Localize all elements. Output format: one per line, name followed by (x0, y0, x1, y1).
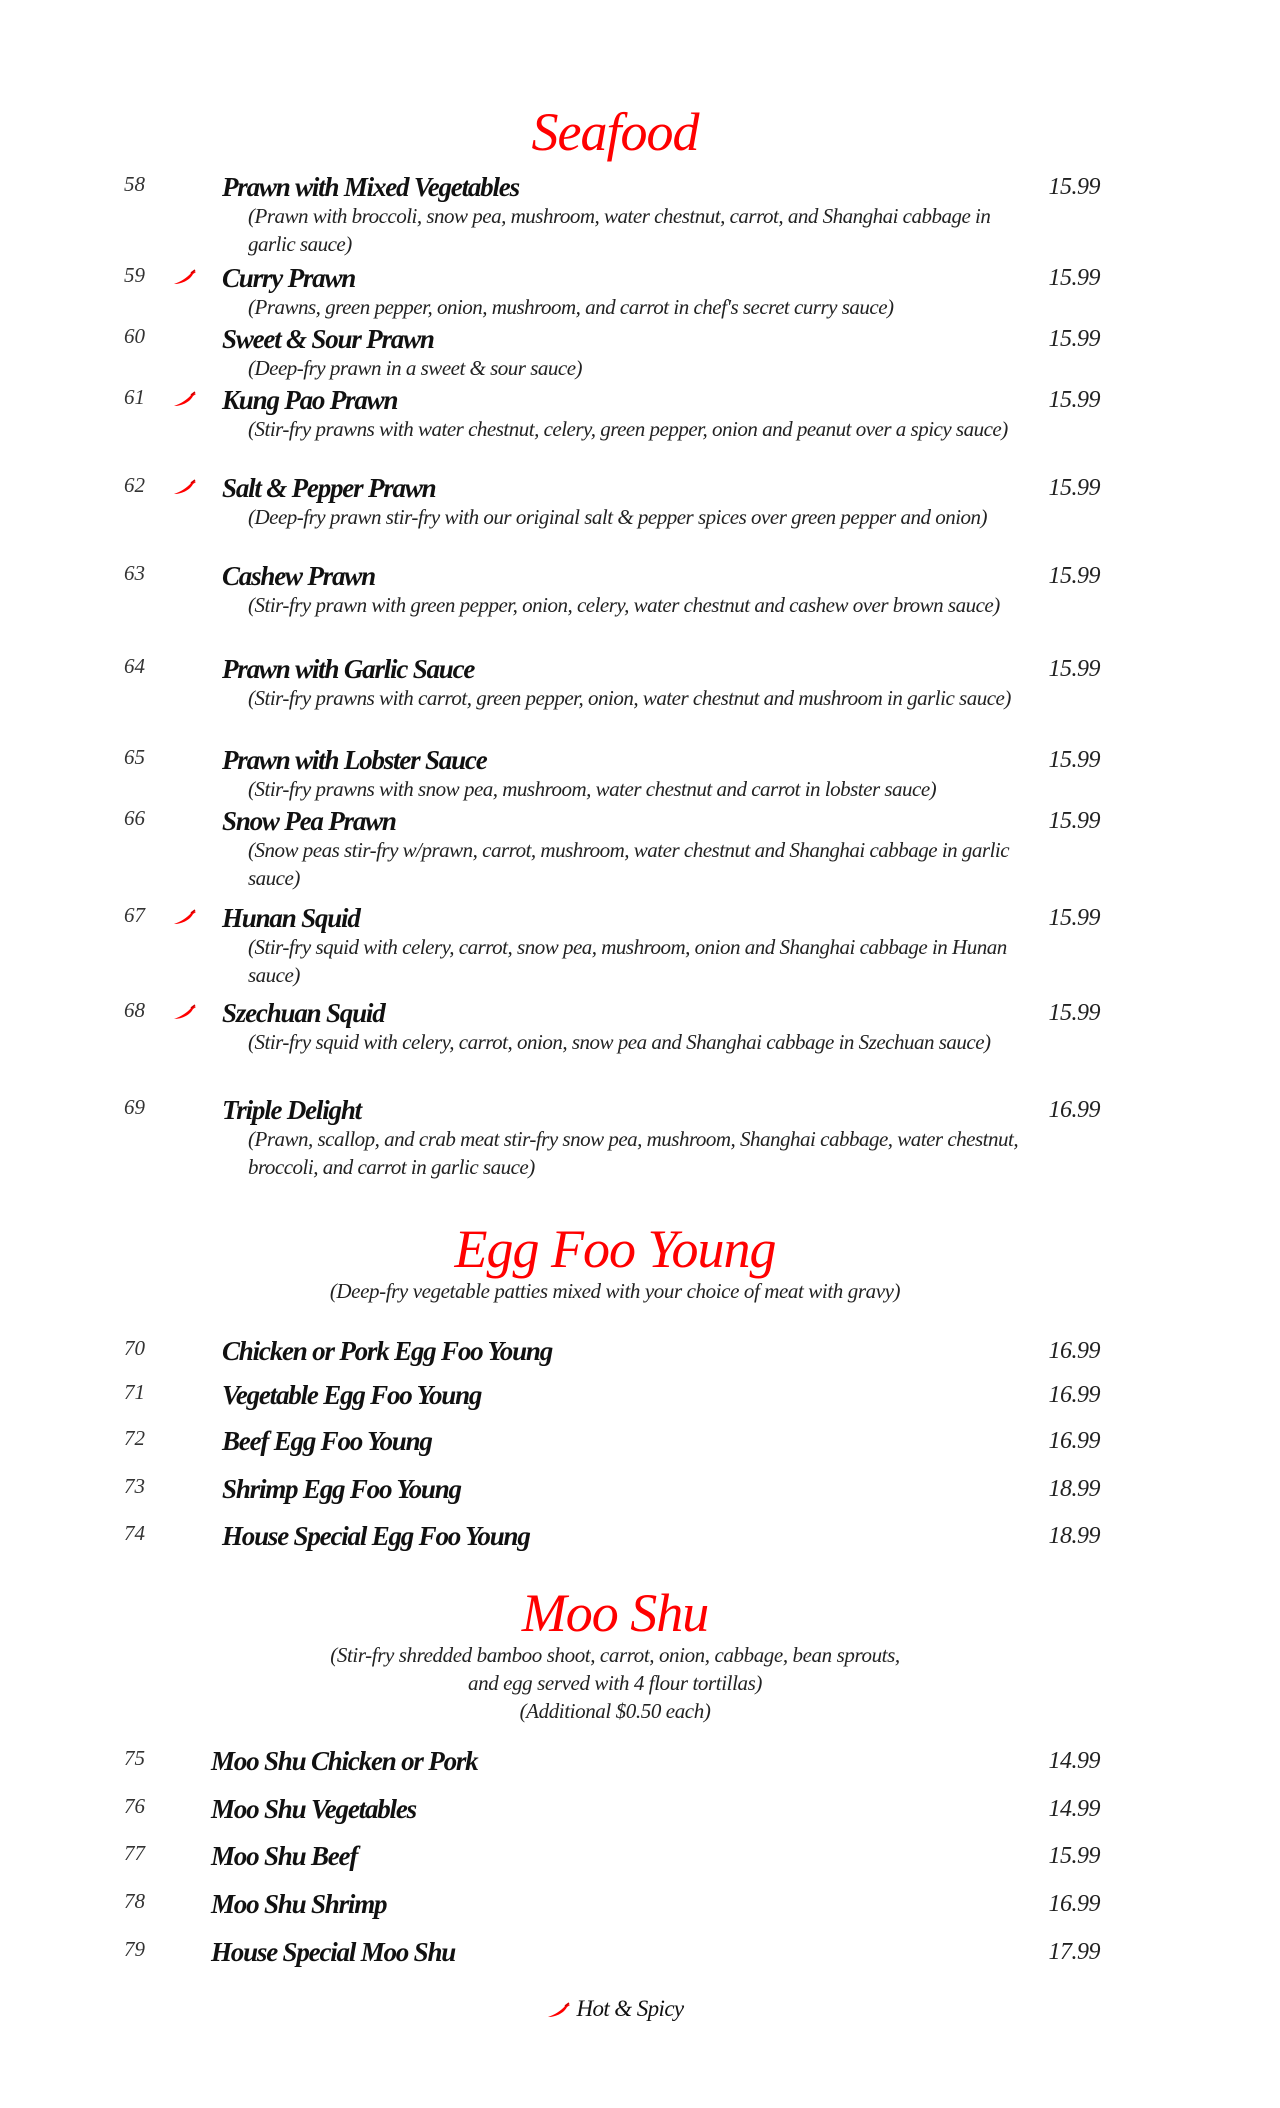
item-price: 15.99 (1048, 563, 1100, 589)
item-price: 16.99 (1048, 1338, 1100, 1364)
legend-label: Hot & Spicy (576, 1996, 684, 2021)
item-name: Hunan Squid (222, 903, 360, 933)
item-name: Kung Pao Prawn (222, 385, 398, 415)
item-price: 17.99 (1048, 1939, 1100, 1965)
item-number: 66 (124, 806, 145, 830)
item-number: 68 (124, 998, 145, 1022)
item-description: (Prawns, green pepper, onion, mushroom, and carrot in chef's secret curry sauce) (248, 295, 894, 319)
item-price: 16.99 (1048, 1428, 1100, 1454)
item-number: 75 (124, 1746, 145, 1770)
section-subtitle: (Stir-fry shredded bamboo shoot, carrot, onion, cabbage, bean sprouts, (330, 1643, 900, 1667)
item-description: (Prawn with broccoli, snow pea, mushroom, water chestnut, carrot, and Shanghai cabbage in garlic sauce) (248, 204, 991, 256)
item-price: 16.99 (1048, 1097, 1100, 1123)
item-number: 79 (124, 1937, 145, 1961)
item-price: 16.99 (1048, 1891, 1100, 1917)
item-name: Prawn with Mixed Vegetables (222, 172, 519, 202)
item-description: (Stir-fry prawns with carrot, green pepper, onion, water chestnut and mushroom in garlic sauce) (248, 686, 1011, 710)
item-price: 16.99 (1048, 1382, 1100, 1408)
item-name: Cashew Prawn (222, 561, 375, 591)
item-name: Szechuan Squid (222, 998, 385, 1028)
item-name: Chicken or Pork Egg Foo Young (222, 1336, 553, 1366)
chili-pepper-icon (172, 909, 198, 925)
item-number: 65 (124, 745, 145, 769)
section-subtitle: (Deep-fry vegetable patties mixed with your choice of meat with gravy) (329, 1279, 901, 1303)
item-number: 60 (124, 324, 145, 348)
item-price: 15.99 (1048, 1000, 1100, 1026)
item-price: 15.99 (1048, 808, 1100, 834)
item-description: (Stir-fry prawn with green pepper, onion, celery, water chestnut and cashew over brown sauce) (248, 593, 1000, 617)
item-number: 78 (124, 1889, 145, 1913)
item-name: Shrimp Egg Foo Young (222, 1474, 461, 1504)
item-number: 69 (124, 1095, 145, 1119)
item-name: Moo Shu Chicken or Pork (211, 1746, 478, 1776)
item-description: (Stir-fry prawns with water chestnut, celery, green pepper, onion and peanut over a spicy sauce) (248, 417, 1008, 441)
item-description: (Stir-fry squid with celery, carrot, snow pea, mushroom, onion and Shanghai cabbage in Hunan sauce) (248, 935, 1007, 987)
item-number: 70 (124, 1336, 145, 1360)
item-price: 15.99 (1048, 174, 1100, 200)
item-number: 76 (124, 1794, 145, 1818)
item-price: 14.99 (1048, 1796, 1100, 1822)
section-title: Moo Shu (521, 1583, 709, 1643)
item-name: Triple Delight (222, 1095, 361, 1125)
item-name: Moo Shu Shrimp (211, 1889, 387, 1919)
item-number: 67 (124, 903, 145, 927)
item-name: Snow Pea Prawn (222, 806, 396, 836)
item-name: Beef Egg Foo Young (222, 1426, 432, 1456)
item-name: Salt & Pepper Prawn (222, 473, 436, 503)
item-price: 15.99 (1048, 265, 1100, 291)
chili-pepper-icon (546, 1996, 576, 2021)
item-name: House Special Egg Foo Young (222, 1521, 530, 1551)
item-description: (Stir-fry squid with celery, carrot, onion, snow pea and Shanghai cabbage in Szechuan sauce) (248, 1030, 991, 1054)
item-price: 15.99 (1048, 387, 1100, 413)
chili-pepper-icon (172, 1004, 198, 1020)
item-name: Sweet & Sour Prawn (222, 324, 434, 354)
item-name: House Special Moo Shu (211, 1937, 456, 1967)
item-name: Moo Shu Beef (211, 1841, 358, 1871)
section-title: Seafood (531, 102, 699, 162)
section-title: Egg Foo Young (454, 1219, 776, 1279)
item-price: 18.99 (1048, 1523, 1100, 1549)
section-subtitle: and egg served with 4 flour tortillas) (468, 1671, 762, 1695)
item-name: Vegetable Egg Foo Young (222, 1380, 482, 1410)
item-description: (Snow peas stir-fry w/prawn, carrot, mushroom, water chestnut and Shanghai cabbage in garlic sauce) (248, 838, 1010, 890)
item-number: 71 (124, 1380, 145, 1404)
item-number: 73 (124, 1474, 145, 1498)
chili-pepper-icon (172, 269, 198, 285)
item-name: Moo Shu Vegetables (211, 1794, 416, 1824)
item-description: (Deep-fry prawn in a sweet & sour sauce) (248, 356, 583, 380)
item-number: 77 (124, 1841, 145, 1865)
item-number: 61 (124, 385, 145, 409)
item-description: (Prawn, scallop, and crab meat stir-fry snow pea, mushroom, Shanghai cabbage, water chestnut, broccoli, and carrot in garlic sauce) (248, 1127, 1019, 1179)
chili-pepper-icon (172, 479, 198, 495)
item-price: 15.99 (1048, 326, 1100, 352)
item-number: 63 (124, 561, 145, 585)
legend (0, 1996, 1230, 2022)
item-price: 14.99 (1048, 1748, 1100, 1774)
item-name: Prawn with Garlic Sauce (222, 654, 475, 684)
item-number: 62 (124, 473, 145, 497)
item-number: 64 (124, 654, 145, 678)
item-number: 72 (124, 1426, 145, 1450)
item-number: 59 (124, 263, 145, 287)
item-price: 15.99 (1048, 656, 1100, 682)
chili-pepper-icon (172, 391, 198, 407)
item-number: 58 (124, 172, 145, 196)
item-price: 18.99 (1048, 1476, 1100, 1502)
item-price: 15.99 (1048, 475, 1100, 501)
item-description: (Stir-fry prawns with snow pea, mushroom, water chestnut and carrot in lobster sauce) (248, 777, 937, 801)
item-name: Curry Prawn (222, 263, 356, 293)
section-subtitle: (Additional $0.50 each) (519, 1699, 711, 1723)
item-price: 15.99 (1048, 1843, 1100, 1869)
item-name: Prawn with Lobster Sauce (222, 745, 487, 775)
item-description: (Deep-fry prawn stir-fry with our original salt & pepper spices over green pepper and onion) (248, 505, 988, 529)
item-price: 15.99 (1048, 905, 1100, 931)
item-price: 15.99 (1048, 747, 1100, 773)
item-number: 74 (124, 1521, 145, 1545)
